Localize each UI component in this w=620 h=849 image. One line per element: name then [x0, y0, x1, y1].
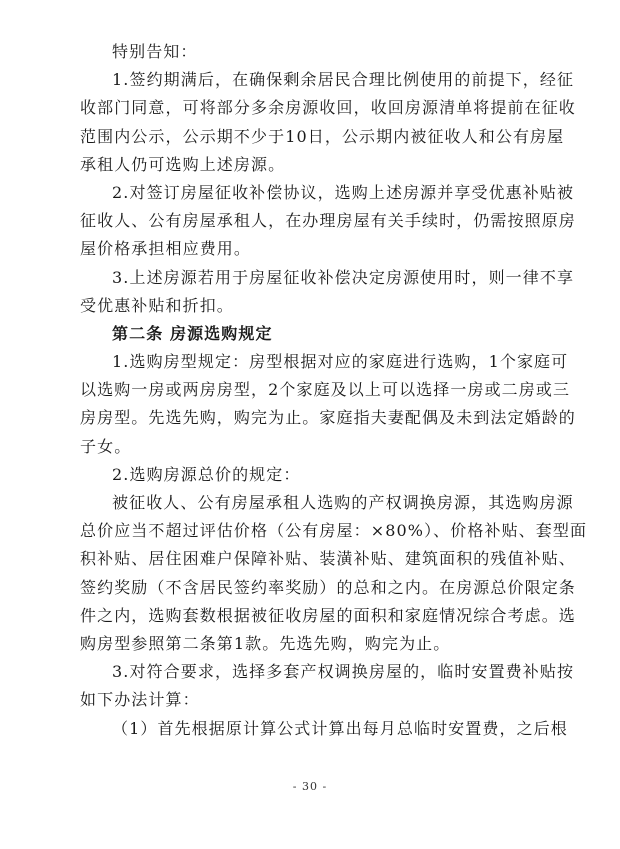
- notice-item-1-line-3: 范围内公示，公示期不少于10日，公示期内被征收人和公有房屋: [80, 126, 565, 146]
- notice-heading: 特别告知：: [112, 42, 198, 61]
- rule-2-line-6: 购房型参照第二条第1款。先选先购，购完为止。: [80, 633, 451, 653]
- notice-item-3-line-1: 3.上述房源若用于房屋征收补偿决定房源使用时，则一律不享: [112, 267, 575, 287]
- notice-item-1-line-2: 收部门同意，可将部分多余房源收回，收回房源清单将提前在征收: [80, 98, 576, 118]
- rule-2-heading: 2.选购房源总价的规定：: [112, 464, 301, 484]
- rule-2-line-1: 被征收人、公有房屋承租人选购的产权调换房源，其选购房源: [112, 493, 574, 512]
- notice-item-1-line-1: 1.签约期满后，在确保剩余居民合理比例使用的前提下，经征: [112, 70, 575, 90]
- notice-item-2-line-1: 2.对签订房屋征收补偿协议，选购上述房源并享受优惠补贴被: [112, 182, 575, 202]
- rule-1-line-4: 子女。: [80, 436, 132, 456]
- rule-3-sub-1-line-1: （1）首先根据原计算公式计算出每月总临时安置费，之后根: [112, 718, 568, 738]
- notice-item-2-line-2: 征收人、公有房屋承租人，在办理房屋有关手续时，仍需按照原房: [80, 211, 576, 231]
- rule-3-line-1: 3.对符合要求，选择多套产权调换房屋的，临时安置费补贴按: [112, 662, 575, 682]
- rule-1-line-3: 房房型。先选先购，购完为止。家庭指夫妻配偶及未到法定婚龄的: [80, 408, 576, 428]
- rule-2-line-5: 件之内，选购套数根据被征收房屋的面积和家庭情况综合考虑。选: [80, 605, 576, 625]
- notice-item-3-line-2: 受优惠补贴和折扣。: [80, 295, 234, 315]
- rule-1-line-1: 1.选购房型规定：房型根据对应的家庭进行选购，1个家庭可: [112, 352, 569, 372]
- rule-3-line-2: 如下办法计算：: [80, 690, 200, 710]
- rule-2-line-4: 签约奖励（不含居民签约率奖励）的总和之内。在房源总价限定条: [80, 577, 576, 597]
- rule-1-line-2: 以选购一房或两房房型，2个家庭及以上可以选择一房或二房或三: [80, 380, 571, 400]
- notice-item-1-line-4: 承租人仍可选购上述房源。: [80, 154, 286, 174]
- article-2-heading: 第二条 房源选购规定: [112, 323, 273, 343]
- rule-2-line-3: 积补贴、居住困难户保障补贴、装潢补贴、建筑面积的残值补贴、: [80, 549, 576, 569]
- rule-2-line-2: 总价应当不超过评估价格（公有房屋：×80%）、价格补贴、套型面: [80, 521, 588, 541]
- notice-item-2-line-3: 屋价格承担相应费用。: [80, 239, 252, 259]
- document-body: [80, 38, 588, 743]
- page-number: - 30 -: [292, 780, 328, 793]
